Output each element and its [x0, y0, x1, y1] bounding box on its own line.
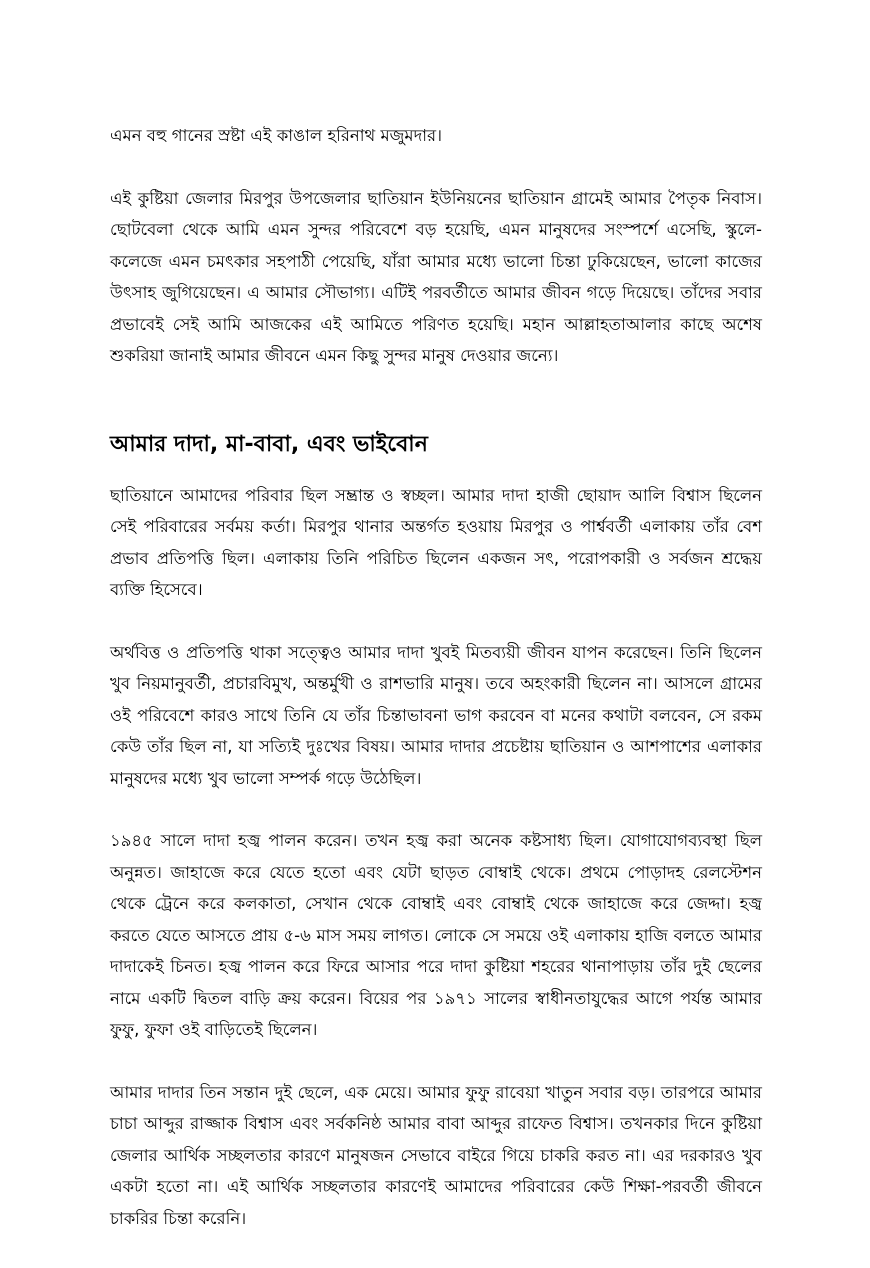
section-heading: আমার দাদা, মা-বাবা, এবং ভাইবোন	[110, 431, 428, 457]
paragraph-family-status: ছাতিয়ানে আমাদের পরিবার ছিল সম্ভ্রান্ত ও স্বচ্ছল। আমার দাদা হাজী ছোয়াদ আলি বিশ্বাস ছিলেন সেই পরিবারের সর্বময় কর্তা। মিরপুর থানার অন্তর্গত হওয়ায় মিরপুর ও পার্শ্ববর্তী এলাকায় তাঁর বেশ প্রভাব প্রতিপত্তি ছিল। এলাকায় তিনি পরিচিত ছিলেন একজন সৎ, পরোপকারী ও সর্বজন শ্রদ্ধেয় ব্যক্তি হিসেবে।	[110, 485, 762, 599]
paragraph-hajj-journey: ১৯৪৫ সালে দাদা হজ্ব পালন করেন। তখন হজ্ব করা অনেক কষ্টসাধ্য ছিল। যোগাযোগব্যবস্থা ছিল অনুন্নত। জাহাজে করে যেতে হতো এবং যেটা ছাড়ত বোম্বাই থেকে। প্রথমে পোড়াদহ রেলস্টেশন থেকে ট্রেনে করে কলকাতা, সেখান থেকে বোম্বাই এবং বোম্বাই থেকে জাহাজে করে জেদ্দা। হজ্ব করতে যেতে আসতে প্রায় ৫-৬ মাস সময় লাগত। লোকে সে সময়ে ওই এলাকায় হাজি বলতে আমার দাদাকেই চিনত। হজ্ব পালন করে ফিরে আসার পরে দাদা কুষ্টিয়া শহরের থানাপাড়ায় তাঁর দুই ছেলের নামে একটি দ্বিতল বাড়ি ক্রয় করেন। বিয়ের পর ১৯৭১ সালের স্বাধীনতাযুদ্ধের আগে পর্যন্ত আমার ফুফু, ফুফা ওই বাড়িতেই ছিলেন।	[110, 831, 762, 1039]
paragraph-intro-line: এমন বহু গানের স্রষ্টা এই কাঙাল হরিনাথ মজুমদার।	[110, 126, 442, 145]
paragraph-ancestral-home: এই কুষ্টিয়া জেলার মিরপুর উপজেলার ছাতিয়ান ইউনিয়নের ছাতিয়ান গ্রামেই আমার পৈতৃক নিবাস। ছোটবেলা থেকে আমি এমন সুন্দর পরিবেশে বড় হয়েছি, এমন মানুষদের সংস্পর্শে এসেছি, স্কুলে-কলেজে এমন চমৎকার সহপাঠী পেয়েছি, যাঁরা আমার মধ্যে ভালো চিন্তা ঢুকিয়েছেন, ভালো কাজের উৎসাহ জুগিয়েছেন। এ আমার সৌভাগ্য। এটিই পরবর্তীতে আমার জীবন গড়ে দিয়েছে। তাঁদের সবার প্রভাবেই সেই আমি আজকের এই আমিতে পরিণত হয়েছি। মহান আল্লাহতাআলার কাছে অশেষ শুকরিয়া জানাই আমার জীবনে এমন কিছু সুন্দর মানুষ দেওয়ার জন্যে।	[110, 188, 762, 365]
paragraph-children: আমার দাদার তিন সন্তান দুই ছেলে, এক মেয়ে। আমার ফুফু রাবেয়া খাতুন সবার বড়। তারপরে আমার চাচা আব্দুর রাজ্জাক বিশ্বাস এবং সর্বকনিষ্ঠ আমার বাবা আব্দুর রাফেত বিশ্বাস। তখনকার দিনে কুষ্টিয়া জেলার আর্থিক সচ্ছলতার কারণে মানুষজন সেভাবে বাইরে গিয়ে চাকরি করত না। এর দরকারও খুব একটা হতো না। এই আর্থিক সচ্ছলতার কারণেই আমাদের পরিবারের কেউ শিক্ষা-পরবর্তী জীবনে চাকরির চিন্তা করেনি।	[110, 1082, 763, 1228]
paragraph-grandfather-character: অর্থবিত্ত ও প্রতিপত্তি থাকা সত্ত্বেও আমার দাদা খুবই মিতব্যয়ী জীবন যাপন করেছেন। তিনি ছিলেন খুব নিয়মানুবর্তী, প্রচারবিমুখ, অন্তর্মুখী ও রাশভারি মানুষ। তবে অহংকারী ছিলেন না। আসলে গ্রামের ওই পরিবেশে কারও সাথে তিনি যে তাঁর চিন্তাভাবনা ভাগ করবেন বা মনের কথাটা বলবেন, সে রকম কেউ তাঁর ছিল না, যা সত্যিই দুঃখের বিষয়। আমার দাদার প্রচেষ্টায় ছাতিয়ান ও আশপাশের এলাকার মানুষদের মধ্যে খুব ভালো সম্পর্ক গড়ে উঠেছিল।	[110, 642, 762, 788]
document-page	[110, 120, 762, 1234]
